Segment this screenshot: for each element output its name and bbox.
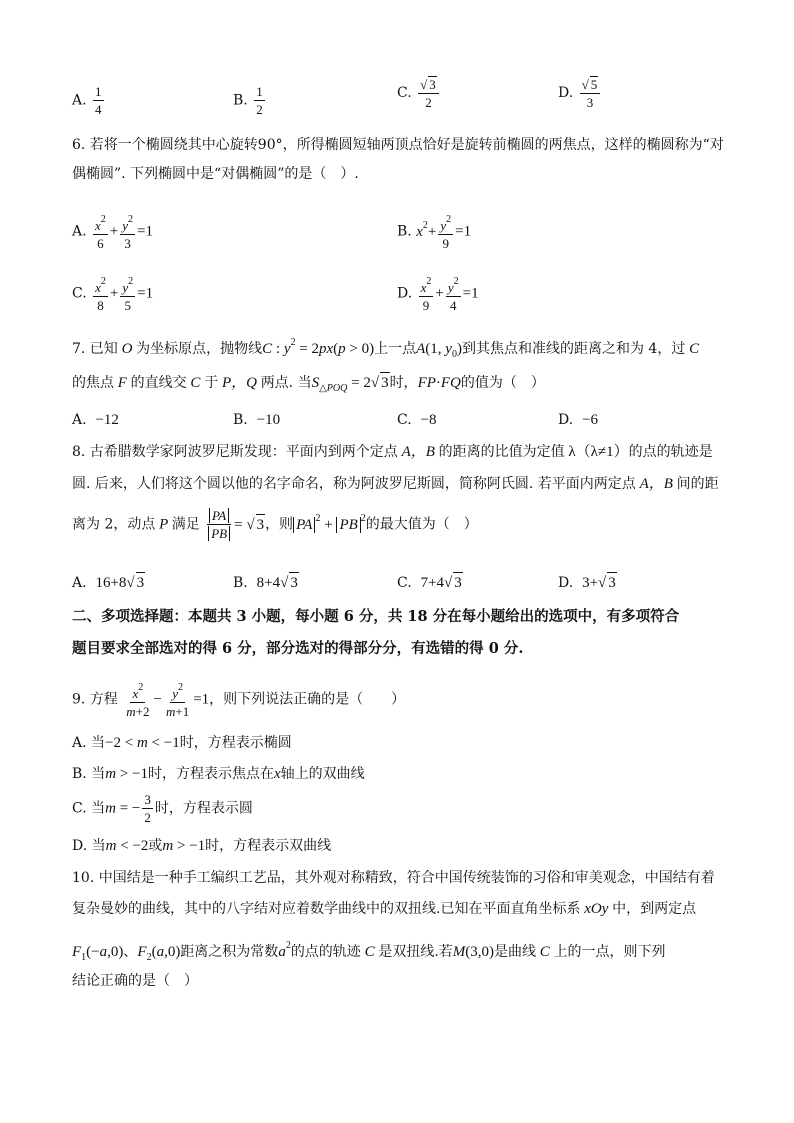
q6-stem-line1: 6. 若将一个椭圆绕其中心旋转90°，所得椭圆短轴两顶点恰好是旋转前椭圆的两焦点，这样的椭圆称为“对 [72,137,724,153]
q9-option-b: B. 当m > −1时，方程表示焦点在x轴上的双曲线 [72,766,365,782]
q10-stem-line3: $F_1(-a,0)$、$F_2(a,0)$距离之积为常数$a^2$的点的轨迹 C 是双扭线.若M(3,0)是曲线 C 上的一点，则下列 [72,940,666,963]
q8-stem-line1: 8. 古希腊数学家阿波罗尼斯发现：平面内到两个定点 A，B 的距离的比值为定值 λ（λ≠1）的点的轨迹是 [72,444,713,460]
q6-option-c: C. $\frac{x^2}{8}$ + $\frac{y^2}{5}$ =1 [72,276,154,313]
q8-stem-line3: 离为 2，动点 P 满足 $\frac{PA}{PB}$ = √ 3，则 PA $^2$ + PB $^2$的最大值为（ ） [72,508,478,541]
q8-option-a: A. 16+8√ 3 [72,572,145,593]
q9-option-d: D. 当m < −2或m > −1时，方程表示双曲线 [72,838,332,854]
fraction: $\frac{√ 5}{3}$ [580,76,601,110]
section-heading-line2: 题目要求全部选对的得 6 分，部分选对的得部分分，有选错的得 0 分. [72,640,524,657]
q7-option-d: D. −6 [558,412,599,428]
q5-option-b: B. $\frac{1}{2}$ [233,84,263,117]
q8-option-c: C. 7+4√ 3 [397,572,463,593]
q8-option-b: B. 8+4√ 3 [233,572,299,593]
q5-option-c: C. $\frac{√ 3}{2}$ [397,76,441,110]
q5-option-d: D. $\frac{√ 5}{3}$ [558,76,602,110]
fraction: $\frac{1}{2}$ [256,84,263,117]
q10-stem-line2: 复杂曼妙的曲线，其中的八字结对应着数学曲线中的双扭线.已知在平面直角坐标系 xOy 中，到两定点 [72,901,697,917]
section-heading-line1: 二、多项选择题：本题共 3 小题，每小题 6 分，共 18 分在每小题给出的选项中，有多项符合 [72,608,680,625]
q7-stem-line1: 7. 已知 O 为坐标原点，抛物线C : $y^2 = 2px(p > 0)$上一点A(1, $y_0$)到其焦点和准线的距离之和为 4，过 C [72,337,700,360]
q5-option-a: A. $\frac{1}{4}$ [72,84,102,117]
q8-option-d: D. 3+√ 3 [558,572,617,593]
q7-option-b: B. −10 [233,412,281,428]
q7-option-a: A. −12 [72,412,119,428]
q10-stem-line1: 10. 中国结是一种手工编织工艺品，其外观对称精致，符合中国传统装饰的习俗和审美观念，中国结有着 [72,870,715,886]
q8-stem-line2: 圆. 后来，人们将这个圆以他的名字命名，称为阿波罗尼斯圆，简称阿氏圆. 若平面内两定点 A，B 间的距 [72,476,719,492]
q7-option-c: C. −8 [397,412,437,428]
q9-option-a: A. 当−2 < m < −1时，方程表示椭圆 [72,735,292,751]
q7-stem-line2: 的焦点 F 的直线交 C 于 P，Q 两点. 当$S_{\triangle POQ} = 2√$ 3时，FP·FQ的值为（ ） [72,372,545,399]
q6-option-a: A. $\frac{x^2}{6}$ + $\frac{y^2}{3}$ =1 [72,214,154,251]
fraction: $\frac{√ 3}{2}$ [418,76,439,110]
q6-option-d: D. $\frac{x^2}{9}$ + $\frac{y^2}{4}$ =1 [397,276,479,313]
q10-stem-line4: 结论正确的是（ ） [72,973,198,989]
fraction: $\frac{1}{4}$ [95,84,102,117]
q6-stem-line2: 偶椭圆”. 下列椭圆中是“对偶椭圆”的是（ ）. [72,166,359,182]
q6-option-b: B. $x^2+$ $\frac{y^2}{9}$ =1 [397,214,472,251]
q9-stem: 9. 方程 $\frac{x^2}{m+2}$ − $\frac{y^2}{m+1}$ =1，则下列说法正确的是（ ） [72,682,406,719]
q9-option-c: C. 当m = − $\frac{3}{2}$ 时，方程表示圆 [72,792,253,825]
